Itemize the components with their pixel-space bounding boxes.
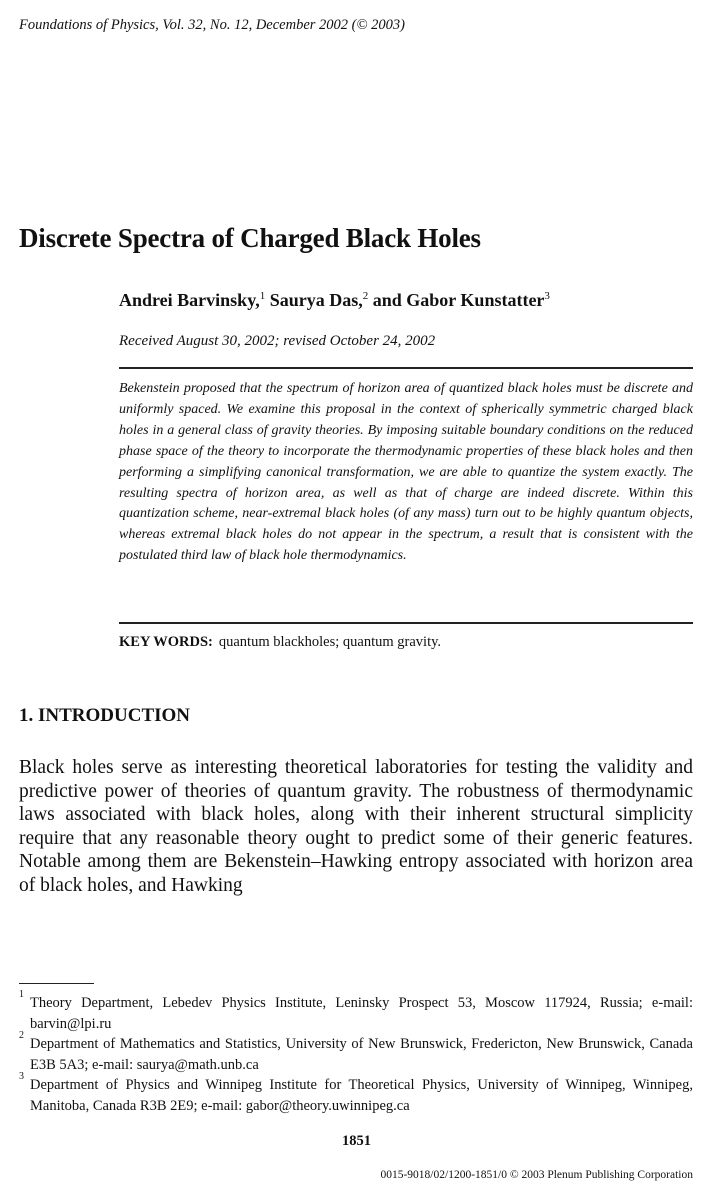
footnotes	[19, 989, 693, 1117]
received-dates: Received August 30, 2002; revised October 24, 2002	[119, 333, 436, 349]
author-affiliation-mark: 2	[362, 290, 369, 302]
abstract-top-rule	[119, 367, 693, 369]
keywords	[119, 634, 441, 651]
author-name: Andrei Barvinsky,	[119, 290, 260, 310]
intro-paragraph: Black holes serve as interesting theoretical laboratories for testing the validity and predictive power of theories of quantum gravity. The robustness of thermodynamic laws associated with black holes, along with their inherent structural simplicity require that any reasonable theory ought to predict some of their generic features. Notable among them are Bekenstein–Hawking entropy associated with horizon area of black holes, and Hawking	[19, 757, 693, 896]
author-name: and Gabor Kunstatter	[372, 290, 545, 310]
author-affiliation-mark: 1	[259, 290, 266, 302]
keywords-value: quantum blackholes; quantum gravity.	[218, 634, 442, 650]
footnote	[19, 1030, 693, 1075]
footnote-separator	[19, 983, 94, 984]
copyright-line: 0015-9018/02/1200-1851/0 © 2003 Plenum Publishing Corporation	[380, 1169, 693, 1181]
paper-title: Discrete Spectra of Charged Black Holes	[19, 223, 481, 253]
footnote-mark: 1	[19, 989, 24, 1000]
author-affiliation-mark: 3	[544, 290, 550, 302]
abstract-bottom-rule	[119, 622, 693, 624]
footnote-text: Theory Department, Lebedev Physics Institute, Leninsky Prospect 53, Moscow 117924, Russia; e-mail: barvin@lpi.ru	[30, 995, 693, 1032]
footnote-mark: 3	[19, 1071, 24, 1083]
keywords-label: KEY WORDS:	[119, 634, 213, 650]
journal-header: Foundations of Physics, Vol. 32, No. 12, December 2002 (© 2003)	[19, 17, 405, 33]
author-name: Saurya Das,	[269, 290, 363, 310]
section-heading: 1. INTRODUCTION	[19, 705, 191, 726]
footnote	[19, 989, 693, 1034]
footnote	[19, 1071, 693, 1116]
abstract: Bekenstein proposed that the spectrum of horizon area of quantized black holes must be discrete and uniformly spaced. We examine this proposal in the context of spherically symmetric charged black holes in a general class of gravity theories. By imposing suitable boundary conditions on the reduced phase space of the theory to incorporate the thermodynamic properties of these black holes and then performing a simplifying canonical transformation, we are able to quantize the system exactly. The resulting spectra of horizon area, as well as that of charge are indeed discrete. Within this quantization scheme, near-extremal black holes (of any mass) turn out to be highly quantum objects, whereas extremal black holes do not appear in the spectrum, a result that is consistent with the postulated third law of black hole thermodynamics.	[119, 381, 693, 564]
author-list	[119, 290, 550, 311]
footnote-text: Department of Physics and Winnipeg Institute for Theoretical Physics, University of Winnipeg, Winnipeg, Manitoba, Canada R3B 2E9; e-mail: gabor@theory.uwinnipeg.ca	[30, 1077, 693, 1114]
page-number: 1851	[342, 1133, 371, 1149]
footnote-mark: 2	[19, 1030, 24, 1042]
footnote-text: Department of Mathematics and Statistics, University of New Brunswick, Fredericton, New Brunswick, Canada E3B 5A3; e-mail: saurya@math.unb.ca	[30, 1036, 693, 1073]
